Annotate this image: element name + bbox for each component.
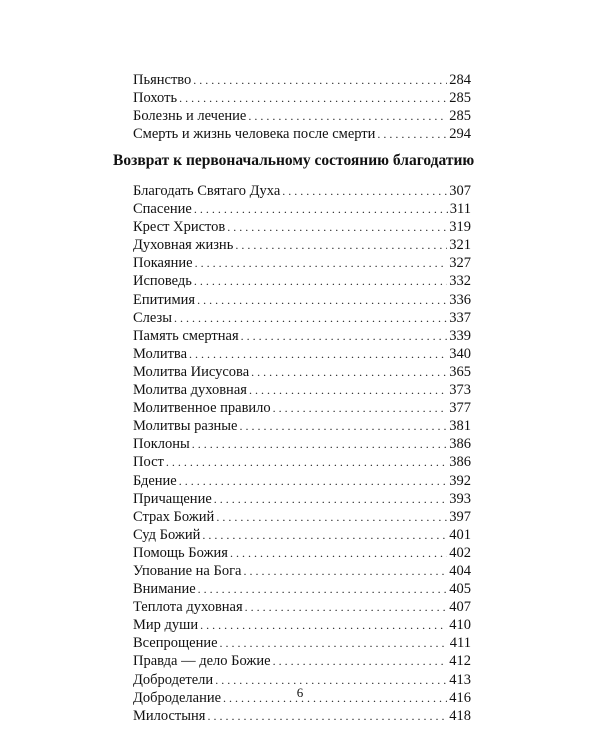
toc-entry <box>133 89 471 107</box>
toc-entry <box>133 327 471 345</box>
dot-leader <box>248 107 447 125</box>
dot-leader <box>243 562 447 580</box>
toc-entry <box>133 182 471 200</box>
toc-entry-page: 319 <box>449 219 471 236</box>
dot-leader <box>273 652 448 670</box>
toc-entry <box>133 580 471 598</box>
toc-entry-page: 339 <box>449 327 471 344</box>
toc-entry <box>133 634 471 652</box>
dot-leader <box>174 309 447 327</box>
dot-leader <box>273 399 448 417</box>
toc-entry-page: 407 <box>449 599 471 616</box>
toc-entry-title: Теплота духовная <box>133 599 243 616</box>
toc-entry-title: Смерть и жизнь человека после смерти <box>133 126 376 143</box>
toc-entry-title: Милостыня <box>133 707 206 724</box>
dot-leader <box>200 616 447 634</box>
toc-entry <box>133 453 471 471</box>
toc-entry-title: Похоть <box>133 90 178 107</box>
toc-entry <box>133 218 471 236</box>
toc-entry-title: Пьянство <box>133 72 192 88</box>
toc-entry-page: 410 <box>449 617 471 634</box>
toc-entry-title: Пост <box>133 454 164 471</box>
toc-entry-page: 336 <box>449 291 471 308</box>
toc-entry-page: 418 <box>449 707 471 724</box>
toc-entry-title: Упование на Бога <box>133 562 242 579</box>
toc-entry-page: 377 <box>449 400 471 417</box>
toc-entry-page: 337 <box>449 309 471 326</box>
dot-leader <box>235 236 447 254</box>
toc-entry-title: Молитва духовная <box>133 382 247 399</box>
dot-leader <box>251 363 447 381</box>
dot-leader <box>241 327 448 345</box>
toc-entry-title: Исповедь <box>133 273 192 290</box>
toc-entry-title: Епитимия <box>133 291 196 308</box>
section-heading: Возврат к первоначальному состоянию благодатию <box>113 152 475 169</box>
toc-entry <box>133 272 471 290</box>
toc-entry <box>133 490 471 508</box>
toc-entry <box>133 544 471 562</box>
dot-leader <box>202 526 447 544</box>
toc-entry-page: 284 <box>449 72 471 88</box>
toc-entry-title: Внимание <box>133 581 196 598</box>
toc-entry-title: Бдение <box>133 472 177 489</box>
toc-entry <box>133 472 471 490</box>
toc-entry-page: 416 <box>449 689 471 706</box>
toc-entry-title: Болезнь и лечение <box>133 108 247 125</box>
toc-entry <box>133 562 471 580</box>
toc-entry-title: Молитвенное правило <box>133 400 271 417</box>
toc-entry-title: Слезы <box>133 309 172 326</box>
toc-entry <box>133 125 471 143</box>
toc-entry <box>133 254 471 272</box>
toc-entry-title: Мир души <box>133 617 199 634</box>
toc-entry-title: Крест Христов <box>133 219 226 236</box>
toc-list-section <box>133 182 471 725</box>
toc-entry-title: Всепрощение <box>133 635 218 652</box>
toc-entry <box>133 345 471 363</box>
toc-entry-title: Молитва Иисусова <box>133 363 250 380</box>
toc-entry <box>133 435 471 453</box>
dot-leader <box>198 580 448 598</box>
dot-leader <box>282 182 447 200</box>
dot-leader <box>377 125 447 143</box>
toc-entry <box>133 200 471 218</box>
toc-entry <box>133 652 471 670</box>
toc-entry-title: Покаяние <box>133 255 193 272</box>
toc-entry <box>133 309 471 327</box>
toc-entry-page: 401 <box>449 526 471 543</box>
page-number: 6 <box>296 685 304 700</box>
toc-entry-page: 365 <box>449 363 471 380</box>
toc-entry-title: Суд Божий <box>133 526 201 543</box>
toc-entry-page: 386 <box>449 454 471 471</box>
toc-entry-title: Благодать Святаго Духа <box>133 183 281 199</box>
dot-leader <box>194 200 448 218</box>
toc-entry-page: 413 <box>449 671 471 688</box>
toc-entry <box>133 107 471 125</box>
toc-entry-page: 405 <box>449 581 471 598</box>
dot-leader <box>189 345 447 363</box>
toc-entry <box>133 508 471 526</box>
toc-entry <box>133 381 471 399</box>
toc-entry <box>133 291 471 309</box>
dot-leader <box>214 490 447 508</box>
toc-list-continued <box>133 71 471 143</box>
toc-entry <box>133 236 471 254</box>
dot-leader <box>240 417 448 435</box>
toc-entry-page: 402 <box>449 544 471 561</box>
toc-entry-page: 285 <box>449 108 471 125</box>
dot-leader <box>227 218 447 236</box>
toc-entry <box>133 598 471 616</box>
toc-entry-page: 392 <box>449 472 471 489</box>
dot-leader <box>166 453 447 471</box>
toc-entry-title: Молитва <box>133 345 188 362</box>
toc-entry-title: Духовная жизнь <box>133 237 234 254</box>
toc-entry-title: Причащение <box>133 490 212 507</box>
toc-entry-title: Правда — дело Божие <box>133 653 271 670</box>
toc-entry-page: 411 <box>449 635 471 652</box>
dot-leader <box>197 291 447 309</box>
toc-entry-page: 294 <box>449 126 471 143</box>
dot-leader <box>179 472 448 490</box>
toc-entry-page: 404 <box>449 562 471 579</box>
dot-leader <box>220 634 448 652</box>
toc-entry <box>133 707 471 725</box>
toc-entry-title: Доброделание <box>133 689 222 706</box>
dot-leader <box>192 435 447 453</box>
dot-leader <box>245 598 448 616</box>
toc-entry-page: 373 <box>449 382 471 399</box>
toc-entry-page: 381 <box>449 418 471 435</box>
dot-leader <box>179 89 447 107</box>
toc-entry-page: 412 <box>449 653 471 670</box>
toc-entry-page: 397 <box>449 508 471 525</box>
toc-entry-title: Поклоны <box>133 436 190 453</box>
dot-leader <box>216 508 447 526</box>
toc-entry <box>133 616 471 634</box>
toc-entry-page: 332 <box>449 273 471 290</box>
dot-leader <box>193 71 447 89</box>
toc-entry-page: 307 <box>449 183 471 199</box>
dot-leader <box>194 272 447 290</box>
toc-entry-title: Молитвы разные <box>133 418 238 435</box>
toc-entry-page: 340 <box>449 345 471 362</box>
toc-entry-page: 327 <box>449 255 471 272</box>
dot-leader <box>249 381 447 399</box>
dot-leader <box>195 254 448 272</box>
toc-entry-title: Страх Божий <box>133 508 215 525</box>
toc-entry-page: 311 <box>449 201 471 218</box>
toc-entry-page: 285 <box>449 90 471 107</box>
toc-entry <box>133 526 471 544</box>
toc-entry-title: Память смертная <box>133 327 239 344</box>
toc-entry <box>133 399 471 417</box>
toc-entry <box>133 417 471 435</box>
toc-entry <box>133 71 471 89</box>
toc-entry <box>133 363 471 381</box>
toc-entry-title: Спасение <box>133 201 192 218</box>
dot-leader <box>230 544 447 562</box>
toc-entry-title: Помощь Божия <box>133 544 228 561</box>
toc-entry-page: 386 <box>449 436 471 453</box>
toc-entry-title: Добродетели <box>133 671 214 688</box>
toc-entry-page: 321 <box>449 237 471 254</box>
toc-entry-page: 393 <box>449 490 471 507</box>
dot-leader <box>207 707 447 725</box>
